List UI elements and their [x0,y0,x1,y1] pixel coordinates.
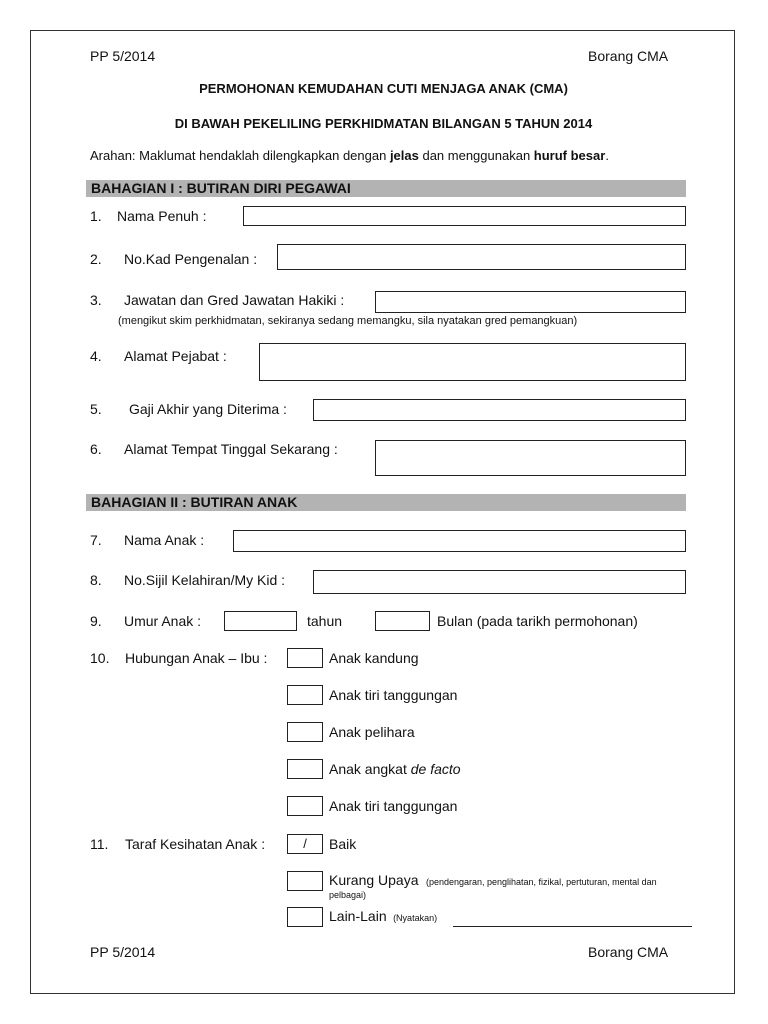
health-disabled-checkbox[interactable] [287,871,323,891]
q6-label: Alamat Tempat Tinggal Sekarang : [124,441,338,457]
child-name-field[interactable] [233,530,686,552]
child-age-months-field[interactable] [375,611,430,631]
relation-biological-label: Anak kandung [329,650,419,666]
footer-form-name: Borang CMA [588,944,669,960]
health-good-label: Baik [329,836,357,852]
form-page [30,30,735,994]
q6-number: 6. [90,441,102,457]
office-address-field[interactable] [259,343,686,381]
relation-step-dependent-label: Anak tiri tanggungan [329,687,458,703]
header-reference: PP 5/2014 [90,48,156,64]
instruction-text: Arahan: Maklumat hendaklah dilengkapkan dengan jelas dan menggunakan huruf besar. [90,148,609,163]
health-other-checkbox[interactable] [287,907,323,927]
q9-number: 9. [90,613,102,629]
last-salary-field[interactable] [313,399,686,421]
q11-number: 11. [90,836,109,852]
relation-step-dependent-2-checkbox[interactable] [287,796,323,816]
health-other-label: Lain-Lain (Nyatakan) [329,908,438,924]
q1-label: Nama Penuh : [117,208,207,224]
footer-reference: PP 5/2014 [90,944,156,960]
q3-label: Jawatan dan Gred Jawatan Hakiki : [124,292,345,308]
ic-number-field[interactable] [277,244,686,270]
relation-biological-checkbox[interactable] [287,648,323,668]
relation-foster-label: Anak pelihara [329,724,415,740]
section-1-header: BAHAGIAN I : BUTIRAN DIRI PEGAWAI [86,180,686,197]
header-form-name: Borang CMA [588,48,669,64]
q5-label: Gaji Akhir yang Diterima : [129,401,287,417]
relation-adopted-checkbox[interactable] [287,759,323,779]
q10-number: 10. [90,650,110,666]
q8-label: No.Sijil Kelahiran/My Kid : [124,572,286,588]
relation-step-dependent-2-label: Anak tiri tanggungan [329,798,458,814]
q1-number: 1. [90,208,102,224]
section-2-header: BAHAGIAN II : BUTIRAN ANAK [86,494,686,511]
q9-label: Umur Anak : [124,613,202,629]
q11-label: Taraf Kesihatan Anak : [125,836,266,852]
birth-cert-field[interactable] [313,570,686,594]
q2-number: 2. [90,251,102,267]
relation-foster-checkbox[interactable] [287,722,323,742]
q10-label: Hubungan Anak – Ibu : [125,650,268,666]
form-title: PERMOHONAN KEMUDAHAN CUTI MENJAGA ANAK (CMA) [199,81,568,96]
health-disabled-label: Kurang Upaya (pendengaran, penglihatan, fizikal, pertuturan, mental dan [329,872,657,888]
full-name-field[interactable] [243,206,686,226]
relation-adopted-label: Anak angkat de facto [329,761,461,777]
child-age-years-field[interactable] [224,611,297,631]
q4-number: 4. [90,348,102,364]
health-other-specify-line[interactable] [453,926,692,927]
q3-note: (mengikut skim perkhidmatan, sekiranya sedang memangku, sila nyatakan gred pemangkuan) [118,315,578,327]
q4-label: Alamat Pejabat : [124,348,227,364]
q8-number: 8. [90,572,102,588]
months-unit-label: Bulan (pada tarikh permohonan) [437,613,638,629]
q2-label: No.Kad Pengenalan : [124,251,258,267]
relation-step-dependent-checkbox[interactable] [287,685,323,705]
q7-label: Nama Anak : [124,532,205,548]
health-disabled-note-continued: pelbagai) [329,890,367,900]
q3-number: 3. [90,292,102,308]
position-grade-field[interactable] [375,291,686,313]
home-address-field[interactable] [375,440,686,476]
years-unit-label: tahun [307,613,343,629]
q5-number: 5. [90,401,102,417]
q7-number: 7. [90,532,102,548]
form-subtitle: DI BAWAH PEKELILING PERKHIDMATAN BILANGAN 5 TAHUN 2014 [174,116,593,131]
health-good-checkbox[interactable]: / [287,834,323,854]
